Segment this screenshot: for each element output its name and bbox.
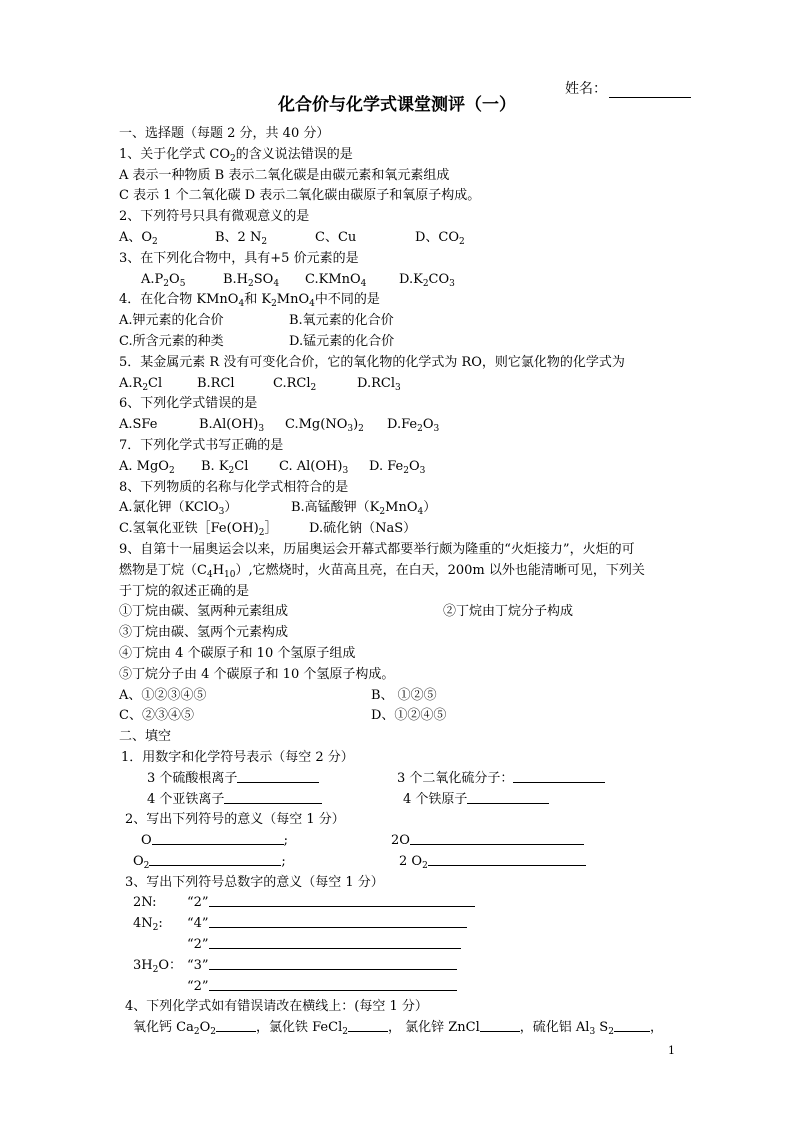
q9-options-cd (119, 706, 699, 727)
p3-symbol-2n: 2N: (133, 895, 157, 911)
text: : (158, 916, 163, 932)
p2-title: 2、写出下列符号的意义（每空 1 分） (125, 812, 345, 828)
text: B、2 N (215, 229, 262, 245)
subscript: 2 (379, 507, 386, 518)
text: Cl (234, 458, 249, 474)
q9-option-b[interactable]: B、 ①②⑤ (371, 687, 437, 703)
subscript: 10 (224, 569, 236, 580)
text: 氧化钙 Ca (133, 1020, 194, 1036)
subscript: 2 (143, 860, 150, 871)
answer-blank[interactable] (237, 769, 319, 783)
q7-stem: 7．下列化学式书写正确的是 (119, 437, 284, 453)
answer-blank[interactable] (216, 1018, 256, 1032)
text: 和 K (244, 292, 272, 308)
q5-stem: 5．某金属元素 R 没有可变化合价，它的氧化物的化学式为 RO，则它氯化物的化学式为 (119, 354, 625, 370)
q9-statement-5: ⑤丁烷分子由 4 个碳原子和 10 个氢原子构成。 (119, 666, 395, 682)
text: 3 个二氧化硫分子： (397, 770, 514, 786)
text: D. Fe (369, 458, 404, 474)
subscript: 2 (403, 465, 409, 476)
subscript: 2 (193, 1027, 200, 1038)
p3-digit-meaning (187, 893, 475, 914)
q9-statement-3: ③丁烷由碳、氢两个元素构成 (119, 625, 289, 641)
q9-statement-2: ②丁烷由丁烷分子构成 (443, 604, 574, 620)
page-number: 1 (668, 1044, 675, 1057)
p2-item-o (141, 831, 288, 852)
section1-heading: 一、选择题（每题 2 分，共 40 分） (119, 126, 330, 141)
q9-option-a[interactable]: A、①②③④⑤ (119, 687, 207, 703)
q3-options (119, 270, 699, 291)
subscript: 2 (271, 299, 277, 310)
p3-title: 3、写出下列符号总数字的意义（每空 1 分） (125, 874, 384, 890)
text: ) (353, 417, 359, 433)
subscript: 2 (310, 382, 317, 393)
text: 4．在化合物 KMnO (119, 292, 239, 308)
subscript: 4 (309, 299, 315, 310)
p2-row2 (119, 852, 699, 873)
q9-option-c[interactable]: C、②③④⑤ (119, 708, 194, 724)
text: 4 个亚铁离子 (147, 791, 225, 807)
text: MnO (276, 292, 310, 308)
page-title: 化合价与化学式课堂测评（一） (278, 95, 516, 115)
text: ; (281, 853, 286, 869)
text: “2” (187, 978, 209, 994)
subscript: 2 (152, 923, 159, 934)
q4-option-a[interactable]: A.钾元素的化合价 (119, 313, 224, 329)
text: B. K (201, 458, 229, 474)
q9-statements (119, 602, 699, 623)
text: ） (423, 500, 437, 516)
subscript: 4 (360, 278, 367, 289)
text: D、CO (415, 229, 460, 245)
text: ］ (264, 521, 278, 537)
text: B.H (223, 271, 249, 287)
p1-item-2 (397, 769, 605, 790)
p4-row (119, 1018, 699, 1039)
text: H (212, 562, 225, 578)
answer-blank[interactable] (614, 1018, 650, 1032)
q6-stem: 6、下列化学式错误的是 (119, 396, 258, 412)
text: ; (283, 833, 289, 849)
p1-item-1 (147, 769, 319, 790)
subscript: 2 (417, 424, 423, 435)
text: A.R (119, 375, 143, 391)
subscript: 3 (589, 1027, 596, 1038)
p2-item-2o (391, 831, 584, 852)
text: D.RCl (357, 375, 395, 391)
text: Cl (148, 375, 163, 391)
q2-option-c[interactable]: C、Cu (315, 229, 357, 245)
text: S (595, 1020, 609, 1036)
subscript: 4 (273, 278, 280, 289)
subscript: 5 (179, 278, 186, 289)
text: B.Al(OH) (199, 417, 259, 433)
subscript: 2 (168, 465, 175, 476)
text: CO (428, 271, 450, 287)
q8-stem: 8、下列物质的名称与化学式相符合的是 (119, 479, 349, 495)
q8-options-cd (119, 519, 699, 540)
subscript: 2 (422, 278, 429, 289)
text: A.P (141, 271, 164, 287)
subscript: 2 (142, 382, 149, 393)
subscript: 2 (358, 424, 364, 435)
subscript: 2 (258, 528, 265, 539)
p3-digit-meaning (187, 956, 457, 977)
q6-options (119, 415, 699, 436)
text: SO (253, 271, 274, 287)
text: MnO (385, 500, 418, 516)
q1-option-line: C 表示 1 个二氧化碳 D 表示二氧化碳由碳原子和氧原子构成。 (119, 188, 481, 204)
answer-blank[interactable] (209, 893, 475, 907)
answer-blank[interactable] (428, 852, 586, 866)
text: “2” (187, 937, 209, 953)
q9-statement-1: ①丁烷由碳、氢两种元素组成 (119, 604, 289, 620)
p3-row-2n (119, 893, 699, 914)
subscript: 3 (342, 465, 349, 476)
q5-option-b[interactable]: B.RCl (197, 375, 235, 391)
p1-title: 1．用数字和化学符号表示（每空 2 分） (121, 749, 354, 765)
q7-options (119, 457, 699, 478)
exam-content (119, 124, 699, 1039)
answer-blank[interactable] (209, 935, 461, 949)
answer-blank[interactable] (209, 956, 457, 970)
q4-option-b[interactable]: B.氧元素的化合价 (289, 313, 394, 329)
subscript: 2 (422, 860, 428, 871)
p3-row-3h2o (119, 956, 699, 977)
q4-stem (119, 290, 699, 311)
text: C.Mg(NO (285, 417, 348, 433)
answer-blank[interactable] (224, 790, 322, 804)
text: 1、关于化学式 CO (119, 146, 231, 162)
q9-statement-4: ④丁烷由 4 个碳原子和 10 个氢原子组成 (119, 645, 356, 661)
q4-option-d[interactable]: D.锰元素的化合价 (289, 333, 395, 349)
text: 3H (133, 957, 153, 973)
answer-blank[interactable] (348, 1018, 388, 1032)
text: 4 个铁原子 (403, 791, 468, 807)
p1-item-3 (147, 790, 322, 811)
answer-blank[interactable] (209, 977, 457, 991)
text: O： (158, 957, 183, 973)
text: C.KMnO (305, 271, 361, 287)
q9-stem-line: 9、自第十一届奥运会以来，历届奥运会开幕式都要举行颇为隆重的“火炬接力”，火炬的可 (119, 541, 635, 557)
q5-options (119, 374, 699, 395)
q4-options-cd (119, 332, 699, 353)
subscript: 2 (248, 278, 254, 289)
subscript: 3 (347, 424, 354, 435)
q4-option-c[interactable]: C.所含元素的种类 (119, 333, 224, 349)
q8-option-d[interactable]: D.硫化钠（NaS） (309, 521, 417, 537)
section2-heading: 二、填空 (119, 729, 172, 745)
p3-digit-meaning (187, 935, 461, 956)
text: O (199, 1020, 211, 1036)
q1-stem (119, 145, 699, 166)
text: A. MgO (119, 458, 169, 474)
answer-blank[interactable] (152, 831, 284, 845)
text: A.氯化钾（KClO (119, 500, 219, 516)
p4-title: 4、下列化学式如有错误请改在横线上：(每空 1 分） (125, 999, 428, 1015)
q2-options (119, 228, 699, 249)
text: 4N (133, 916, 153, 932)
p3-row-4n2-2 (119, 935, 699, 956)
answer-blank[interactable] (513, 769, 605, 783)
p2-row1 (119, 831, 699, 852)
text: ，氯化铁 FeCl (255, 1020, 343, 1036)
text: 的含义说法错误的是 (235, 146, 353, 162)
subscript: 2 (459, 236, 465, 247)
subscript: 3 (394, 382, 401, 393)
text: 2 O (399, 853, 423, 869)
subscript: 3 (433, 424, 440, 435)
text: O (141, 833, 152, 849)
text: 2O (391, 833, 410, 849)
q9-stem-line: 于丁烷的叙述正确的是 (119, 583, 250, 599)
text: C.RCl (273, 375, 311, 391)
text: O (169, 271, 180, 287)
answer-blank[interactable] (149, 852, 281, 866)
text: A、O (119, 229, 153, 245)
answer-blank[interactable] (410, 831, 584, 845)
q9-stem-line (119, 561, 699, 582)
q4-options-ab (119, 311, 699, 332)
subscript: 2 (228, 465, 235, 476)
subscript: 2 (210, 1027, 216, 1038)
p3-row-3h2o-2 (119, 977, 699, 998)
text: ）,它燃烧时，火苗高且亮，在白天，200m 以外也能清晰可见，下列关 (235, 562, 645, 578)
subscript: 2 (608, 1027, 614, 1038)
q2-stem: 2、下列符号只具有微观意义的是 (119, 209, 310, 225)
p3-digit-meaning (187, 977, 457, 998)
answer-blank[interactable] (480, 1018, 520, 1032)
subscript: 2 (163, 278, 170, 289)
text: O (422, 417, 434, 433)
text: “2” (187, 895, 209, 911)
subscript: 2 (342, 1027, 348, 1038)
text: “3” (187, 957, 209, 973)
subscript: 3 (419, 465, 426, 476)
subscript: 2 (261, 236, 268, 247)
text: D.K (399, 271, 423, 287)
text: ， 氯化锌 ZnCl (387, 1020, 480, 1036)
p3-row-4n2 (119, 914, 699, 935)
subscript: 3 (218, 507, 225, 518)
subscript: 3 (449, 278, 455, 289)
text: C.氢氧化亚铁［Fe(OH) (119, 521, 259, 537)
text: O (133, 853, 144, 869)
subscript: 2 (152, 964, 159, 975)
q8-options-ab (119, 498, 699, 519)
q9-option-d[interactable]: D、①②④⑤ (371, 708, 447, 724)
text: D.Fe (387, 417, 418, 433)
subscript: 4 (417, 507, 424, 518)
q1-option-line: A 表示一种物质 B 表示二氧化碳是由碳元素和氧元素组成 (119, 167, 450, 183)
text: “4” (187, 916, 209, 932)
p1-row2 (119, 790, 699, 811)
name-label: 姓名： (565, 81, 607, 97)
text: ， (649, 1020, 663, 1036)
p3-digit-meaning (187, 914, 467, 935)
subscript: 4 (238, 299, 245, 310)
p1-row1 (119, 769, 699, 790)
text: B.高锰酸钾（K (291, 500, 380, 516)
q3-stem: 3、在下列化合物中，具有+5 价元素的是 (119, 250, 359, 266)
answer-blank[interactable] (209, 914, 467, 928)
q9-options-ab (119, 686, 699, 707)
subscript: 2 (230, 153, 236, 164)
text: ） (224, 500, 238, 516)
subscript: 3 (258, 424, 265, 435)
text: ，硫化铝 Al (519, 1020, 590, 1036)
text: 3 个硫酸根离子 (147, 770, 238, 786)
text: 燃物是丁烷（C (119, 562, 207, 578)
p1-item-4 (403, 790, 549, 811)
text: C. Al(OH) (279, 458, 343, 474)
q6-option-a[interactable]: A.SFe (119, 417, 158, 433)
subscript: 4 (206, 569, 213, 580)
subscript: 2 (152, 236, 158, 247)
answer-blank[interactable] (467, 790, 549, 804)
text: O (408, 458, 420, 474)
text: 中不同的是 (314, 292, 380, 308)
